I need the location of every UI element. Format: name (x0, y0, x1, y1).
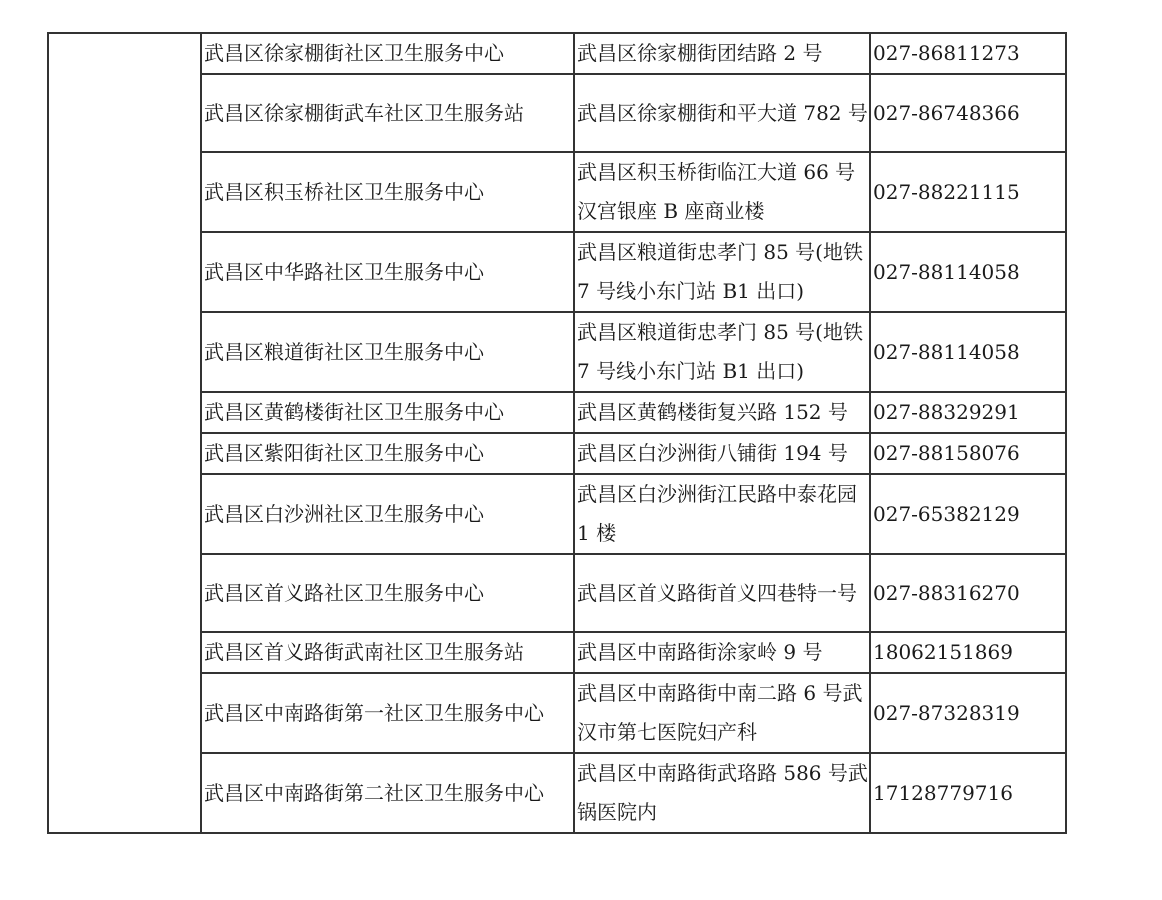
table-row (48, 392, 1066, 433)
address-cell: 武昌区白沙洲街江民路中泰花园 1 楼 (574, 474, 870, 554)
center-name-cell: 武昌区徐家棚街武车社区卫生服务站 (201, 74, 574, 152)
phone-cell: 027-86748366 (870, 74, 1066, 152)
center-name-cell: 武昌区积玉桥社区卫生服务中心 (201, 152, 574, 232)
center-name-cell: 武昌区中南路街第一社区卫生服务中心 (201, 673, 574, 753)
table-row (48, 474, 1066, 554)
table-row (48, 554, 1066, 632)
center-name-cell: 武昌区粮道街社区卫生服务中心 (201, 312, 574, 392)
table-row (48, 33, 1066, 74)
phone-cell: 027-87328319 (870, 673, 1066, 753)
address-cell: 武昌区粮道街忠孝门 85 号(地铁 7 号线小东门站 B1 出口) (574, 232, 870, 312)
phone-cell: 027-88329291 (870, 392, 1066, 433)
address-cell: 武昌区徐家棚街团结路 2 号 (574, 33, 870, 74)
address-cell: 武昌区首义路街首义四巷特一号 (574, 554, 870, 632)
table-row (48, 232, 1066, 312)
phone-cell: 027-88221115 (870, 152, 1066, 232)
address-cell: 武昌区中南路街武珞路 586 号武锅医院内 (574, 753, 870, 833)
phone-cell: 027-88158076 (870, 433, 1066, 474)
phone-cell: 17128779716 (870, 753, 1066, 833)
phone-cell: 027-88316270 (870, 554, 1066, 632)
center-name-cell: 武昌区中华路社区卫生服务中心 (201, 232, 574, 312)
table-row (48, 753, 1066, 833)
address-cell: 武昌区中南路街涂家岭 9 号 (574, 632, 870, 673)
phone-cell: 027-86811273 (870, 33, 1066, 74)
address-cell: 武昌区黄鹤楼街复兴路 152 号 (574, 392, 870, 433)
address-cell: 武昌区徐家棚街和平大道 782 号 (574, 74, 870, 152)
table-row (48, 152, 1066, 232)
address-cell: 武昌区粮道街忠孝门 85 号(地铁 7 号线小东门站 B1 出口) (574, 312, 870, 392)
phone-cell: 027-65382129 (870, 474, 1066, 554)
table-row (48, 632, 1066, 673)
health-center-table (47, 32, 1067, 834)
phone-cell: 18062151869 (870, 632, 1066, 673)
phone-cell: 027-88114058 (870, 312, 1066, 392)
document-page (47, 32, 1067, 834)
table-row (48, 673, 1066, 753)
phone-cell: 027-88114058 (870, 232, 1066, 312)
address-cell: 武昌区积玉桥街临江大道 66 号汉宫银座 B 座商业楼 (574, 152, 870, 232)
address-cell: 武昌区中南路街中南二路 6 号武汉市第七医院妇产科 (574, 673, 870, 753)
table-row (48, 74, 1066, 152)
address-cell: 武昌区白沙洲街八铺街 194 号 (574, 433, 870, 474)
district-merged-cell (48, 33, 201, 833)
center-name-cell: 武昌区黄鹤楼街社区卫生服务中心 (201, 392, 574, 433)
center-name-cell: 武昌区白沙洲社区卫生服务中心 (201, 474, 574, 554)
table-row (48, 433, 1066, 474)
center-name-cell: 武昌区紫阳街社区卫生服务中心 (201, 433, 574, 474)
center-name-cell: 武昌区中南路街第二社区卫生服务中心 (201, 753, 574, 833)
center-name-cell: 武昌区首义路街武南社区卫生服务站 (201, 632, 574, 673)
table-row (48, 312, 1066, 392)
center-name-cell: 武昌区首义路社区卫生服务中心 (201, 554, 574, 632)
center-name-cell: 武昌区徐家棚街社区卫生服务中心 (201, 33, 574, 74)
